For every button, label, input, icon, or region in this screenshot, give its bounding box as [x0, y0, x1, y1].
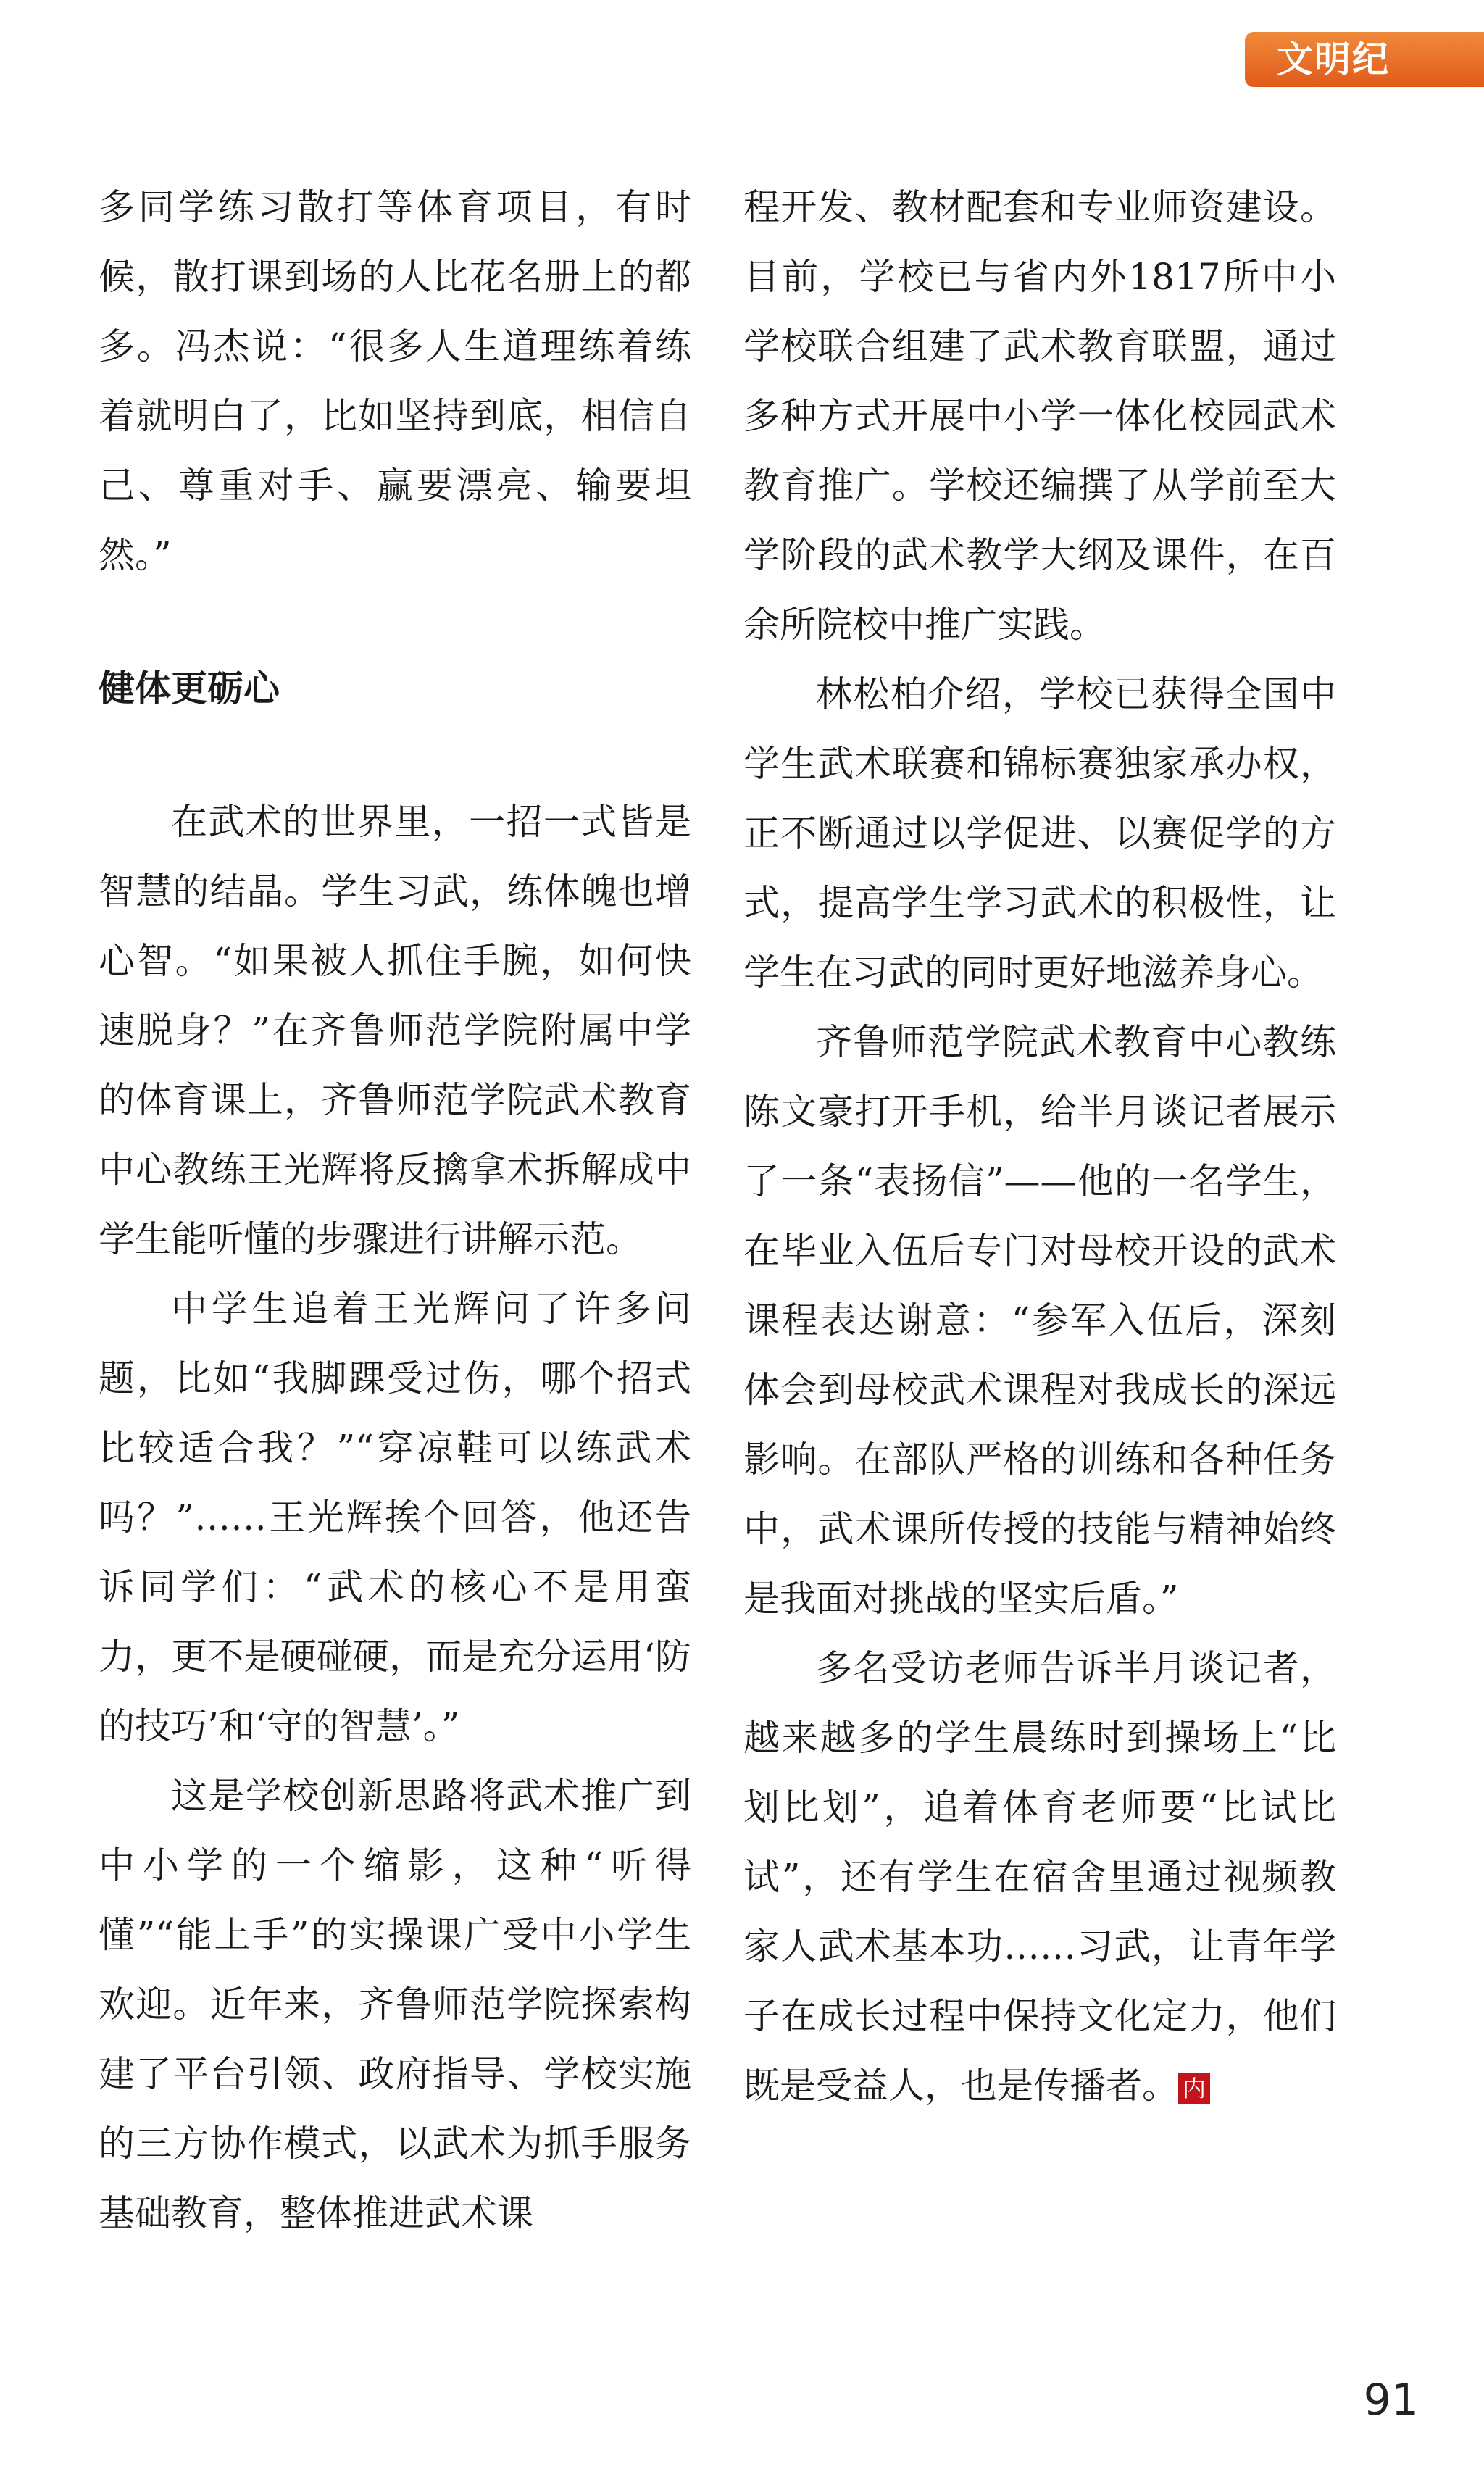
right-paragraph-2: 林松柏介绍，学校已获得全国中学生武术联赛和锦标赛独家承办权，正不断通过以学促进、以赛促学的方式，提高学生学习武术的积极性，让学生在习武的同时更好地滋养身心。: [743, 673, 1336, 994]
page-number: 91: [1363, 2375, 1419, 2426]
right-paragraph-3: 齐鲁师范学院武术教育中心教练陈文豪打开手机，给半月谈记者展示了一条“表扬信”——他的一名学生，在毕业入伍后专门对母校开设的武术课程表达谢意：“参军入伍后，深刻体会到母校武术课程对我成长的深远影响。在部队严格的训练和各种任务中，武术课所传授的技能与精神始终是我面对挑战的坚实后盾。”: [743, 1021, 1336, 1620]
right-paragraph-1: 程开发、教材配套和专业师资建设。目前，学校已与省内外1817所中小学校联合组建了武术教育联盟，通过多种方式开展中小学一体化校园武术教育推广。学校还编撰了从学前至大学阶段的武术教学大纲及课件，在百余所院校中推广实践。: [743, 186, 1336, 646]
left-paragraph-3: 中学生追着王光辉问了许多问题，比如“我脚踝受过伤，哪个招式比较适合我？”“穿凉鞋可以练武术吗？”……王光辉挨个回答，他还告诉同学们：“武术的核心不是用蛮力，更不是硬碰硬，而是充分运用‘防的技巧’和‘守的智慧’。”: [99, 1288, 691, 1747]
right-paragraph-4-wrap: [743, 1633, 1336, 2120]
section-tag: [1245, 32, 1484, 87]
left-paragraph-1: 多同学练习散打等体育项目，有时候，散打课到场的人比花名册上的都多。冯杰说：“很多人生道理练着练着就明白了，比如坚持到底，相信自己、尊重对手、赢要漂亮、输要坦然。”: [99, 186, 691, 576]
end-mark-icon: 内: [1178, 2073, 1210, 2104]
section-label: 文明纪: [1277, 38, 1390, 80]
left-paragraph-4: 这是学校创新思路将武术推广到中小学的一个缩影，这种“听得懂”“能上手”的实操课广受中小学生欢迎。近年来，齐鲁师范学院探索构建了平台引领、政府指导、学校实施的三方协作模式，以武术为抓手服务基础教育，整体推进武术课: [99, 1775, 691, 2234]
section-heading: 健体更砺心: [99, 667, 280, 709]
left-paragraph-2: 在武术的世界里，一招一式皆是智慧的结晶。学生习武，练体魄也增心智。“如果被人抓住手腕，如何快速脱身？”在齐鲁师范学院附属中学的体育课上，齐鲁师范学院武术教育中心教练王光辉将反擒拿术拆解成中学生能听懂的步骤进行讲解示范。: [99, 801, 691, 1260]
right-column: [743, 172, 1336, 2120]
right-paragraph-4: 多名受访老师告诉半月谈记者，越来越多的学生晨练时到操场上“比划比划”，追着体育老师要“比试比试”，还有学生在宿舍里通过视频教家人武术基本功……习武，让青年学子在成长过程中保持文化定力，他们既是受益人，也是传播者。: [743, 1647, 1336, 2107]
left-column: [99, 172, 691, 2248]
